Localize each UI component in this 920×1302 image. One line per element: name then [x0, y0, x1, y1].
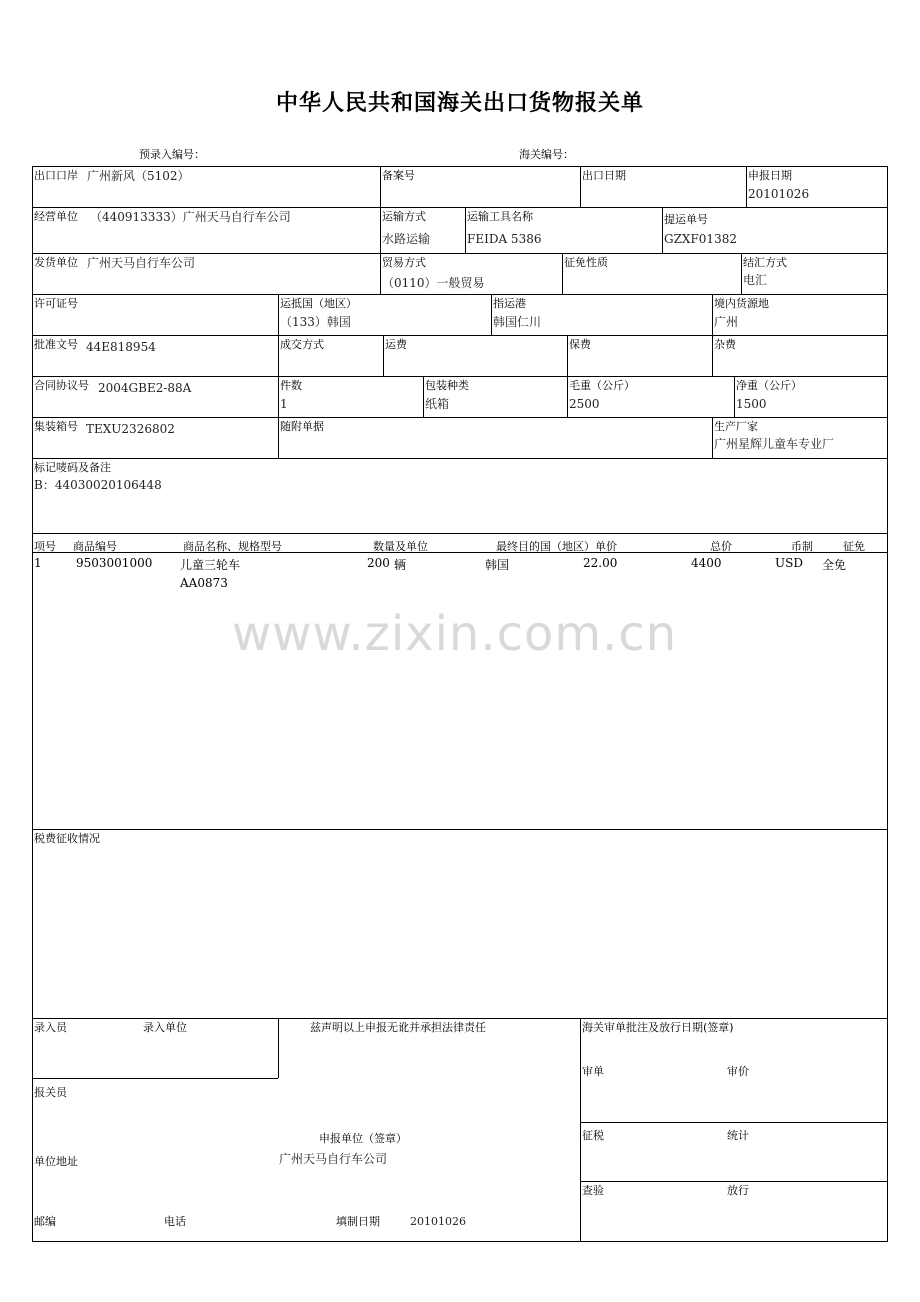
marks-value: B：44030020106448 [34, 478, 162, 492]
contract-no-label: 合同协议号 [34, 379, 89, 392]
source-place-value: 广州 [714, 315, 739, 329]
release-label: 放行 [727, 1184, 749, 1197]
net-weight-value: 1500 [736, 397, 767, 411]
pre-entry-label: 预录入编号： [139, 148, 205, 161]
bill-no-label: 提运单号 [664, 213, 708, 226]
package-type-label: 包装种类 [425, 379, 469, 392]
row-country: 韩国 [485, 558, 510, 572]
col-header-no: 项号 [34, 540, 56, 553]
documents-label: 随附单据 [280, 420, 324, 433]
freight-label: 运费 [385, 338, 407, 351]
gross-weight-label: 毛重（公斤） [569, 379, 635, 392]
export-date-label: 出口日期 [582, 169, 626, 182]
deal-mode-label: 成交方式 [280, 338, 324, 351]
row-currency: USD [775, 556, 803, 570]
export-port-label: 出口口岸 [34, 169, 78, 182]
approval-no-label: 批准文号 [34, 338, 78, 351]
operating-unit-label: 经营单位 [34, 210, 78, 223]
approval-no-value: 44E818954 [86, 340, 156, 354]
record-no-label: 备案号 [382, 169, 415, 182]
row-no: 1 [34, 556, 42, 570]
dest-country-value: （133）韩国 [280, 315, 351, 329]
customs-review-label: 海关审单批注及放行日期(签章) [582, 1021, 734, 1034]
transport-mode-value: 水路运输 [382, 232, 431, 246]
unit-address-label: 单位地址 [34, 1155, 78, 1168]
misc-fee-label: 杂费 [714, 338, 736, 351]
levy-label: 征税 [582, 1129, 604, 1142]
transport-name-label: 运输工具名称 [467, 210, 533, 223]
operating-unit-value: （440913333）广州天马自行车公司 [90, 210, 291, 224]
col-header-qty: 数量及单位 [373, 540, 428, 553]
manufacturer-value: 广州星辉儿童车专业厂 [714, 437, 835, 451]
transport-name-value: FEIDA 5386 [467, 232, 542, 246]
review-label: 审单 [582, 1065, 604, 1078]
settlement-label: 结汇方式 [743, 256, 787, 269]
declare-unit-seal-label: 申报单位（签章） [319, 1132, 407, 1145]
col-header-code: 商品编号 [73, 540, 117, 553]
consignor-label: 发货单位 [34, 256, 78, 269]
entry-unit-label: 录入单位 [143, 1021, 187, 1034]
statistics-label: 统计 [727, 1129, 749, 1142]
pricing-label: 审价 [727, 1065, 749, 1078]
container-no-label: 集装箱号 [34, 420, 78, 433]
bill-no-value: GZXF01382 [664, 232, 737, 246]
declarant-label: 报关员 [34, 1086, 67, 1099]
gross-weight-value: 2500 [569, 397, 600, 411]
manufacturer-label: 生产厂家 [714, 420, 758, 433]
net-weight-label: 净重（公斤） [736, 379, 802, 392]
row-unit: 辆 [394, 558, 407, 572]
form-frame [32, 166, 888, 1242]
container-no-value: TEXU2326802 [86, 422, 175, 436]
dest-country-label: 运抵国（地区） [280, 297, 357, 310]
watermark: www.zixin.com.cn [232, 606, 678, 662]
license-label: 许可证号 [34, 297, 78, 310]
declaration-text: 兹声明以上申报无讹并承担法律责任 [310, 1021, 486, 1034]
declare-date-label: 申报日期 [748, 169, 792, 182]
row-price: 22.00 [583, 556, 618, 570]
marks-label: 标记唛码及备注 [34, 461, 111, 474]
dest-port-label: 指运港 [493, 297, 526, 310]
trade-mode-label: 贸易方式 [382, 256, 426, 269]
row-name: 儿童三轮车 [180, 558, 241, 572]
row-qty: 200 [367, 556, 390, 570]
row-tax: 全免 [822, 558, 847, 572]
fill-date-value: 20101026 [410, 1215, 466, 1228]
fill-date-label: 填制日期 [336, 1215, 380, 1228]
export-port-value: 广州新风（5102） [87, 169, 190, 183]
dest-port-value: 韩国仁川 [493, 315, 542, 329]
pieces-label: 件数 [280, 379, 302, 392]
transport-mode-label: 运输方式 [382, 210, 426, 223]
col-header-name: 商品名称、规格型号 [183, 540, 282, 553]
col-header-total: 总价 [710, 540, 732, 553]
insurance-label: 保费 [569, 338, 591, 351]
col-header-currency: 币制 [791, 540, 813, 553]
postcode-label: 邮编 [34, 1215, 56, 1228]
form-title: 中华人民共和国海关出口货物报关单 [275, 91, 644, 116]
col-header-country-price: 最终目的国（地区）单价 [496, 540, 617, 553]
trade-mode-value: （0110）一般贸易 [382, 276, 485, 290]
inspection-label: 查验 [582, 1184, 604, 1197]
declare-date-value: 20101026 [748, 187, 810, 201]
package-type-value: 纸箱 [425, 397, 450, 411]
row-code: 9503001000 [76, 556, 153, 570]
row-model: AA0873 [180, 576, 228, 590]
phone-label: 电话 [164, 1215, 186, 1228]
tax-situation-label: 税费征收情况 [34, 832, 100, 845]
pieces-value: 1 [280, 397, 288, 411]
contract-no-value: 2004GBE2-88A [98, 381, 192, 395]
consignor-value: 广州天马自行车公司 [87, 256, 196, 270]
tax-nature-label: 征免性质 [564, 256, 608, 269]
source-place-label: 境内货源地 [714, 297, 769, 310]
col-header-tax: 征免 [843, 540, 865, 553]
entry-clerk-label: 录入员 [34, 1021, 67, 1034]
customs-no-label: 海关编号： [519, 148, 574, 161]
settlement-value: 电汇 [743, 273, 768, 287]
row-total: 4400 [691, 556, 722, 570]
declare-unit-name: 广州天马自行车公司 [279, 1152, 388, 1166]
